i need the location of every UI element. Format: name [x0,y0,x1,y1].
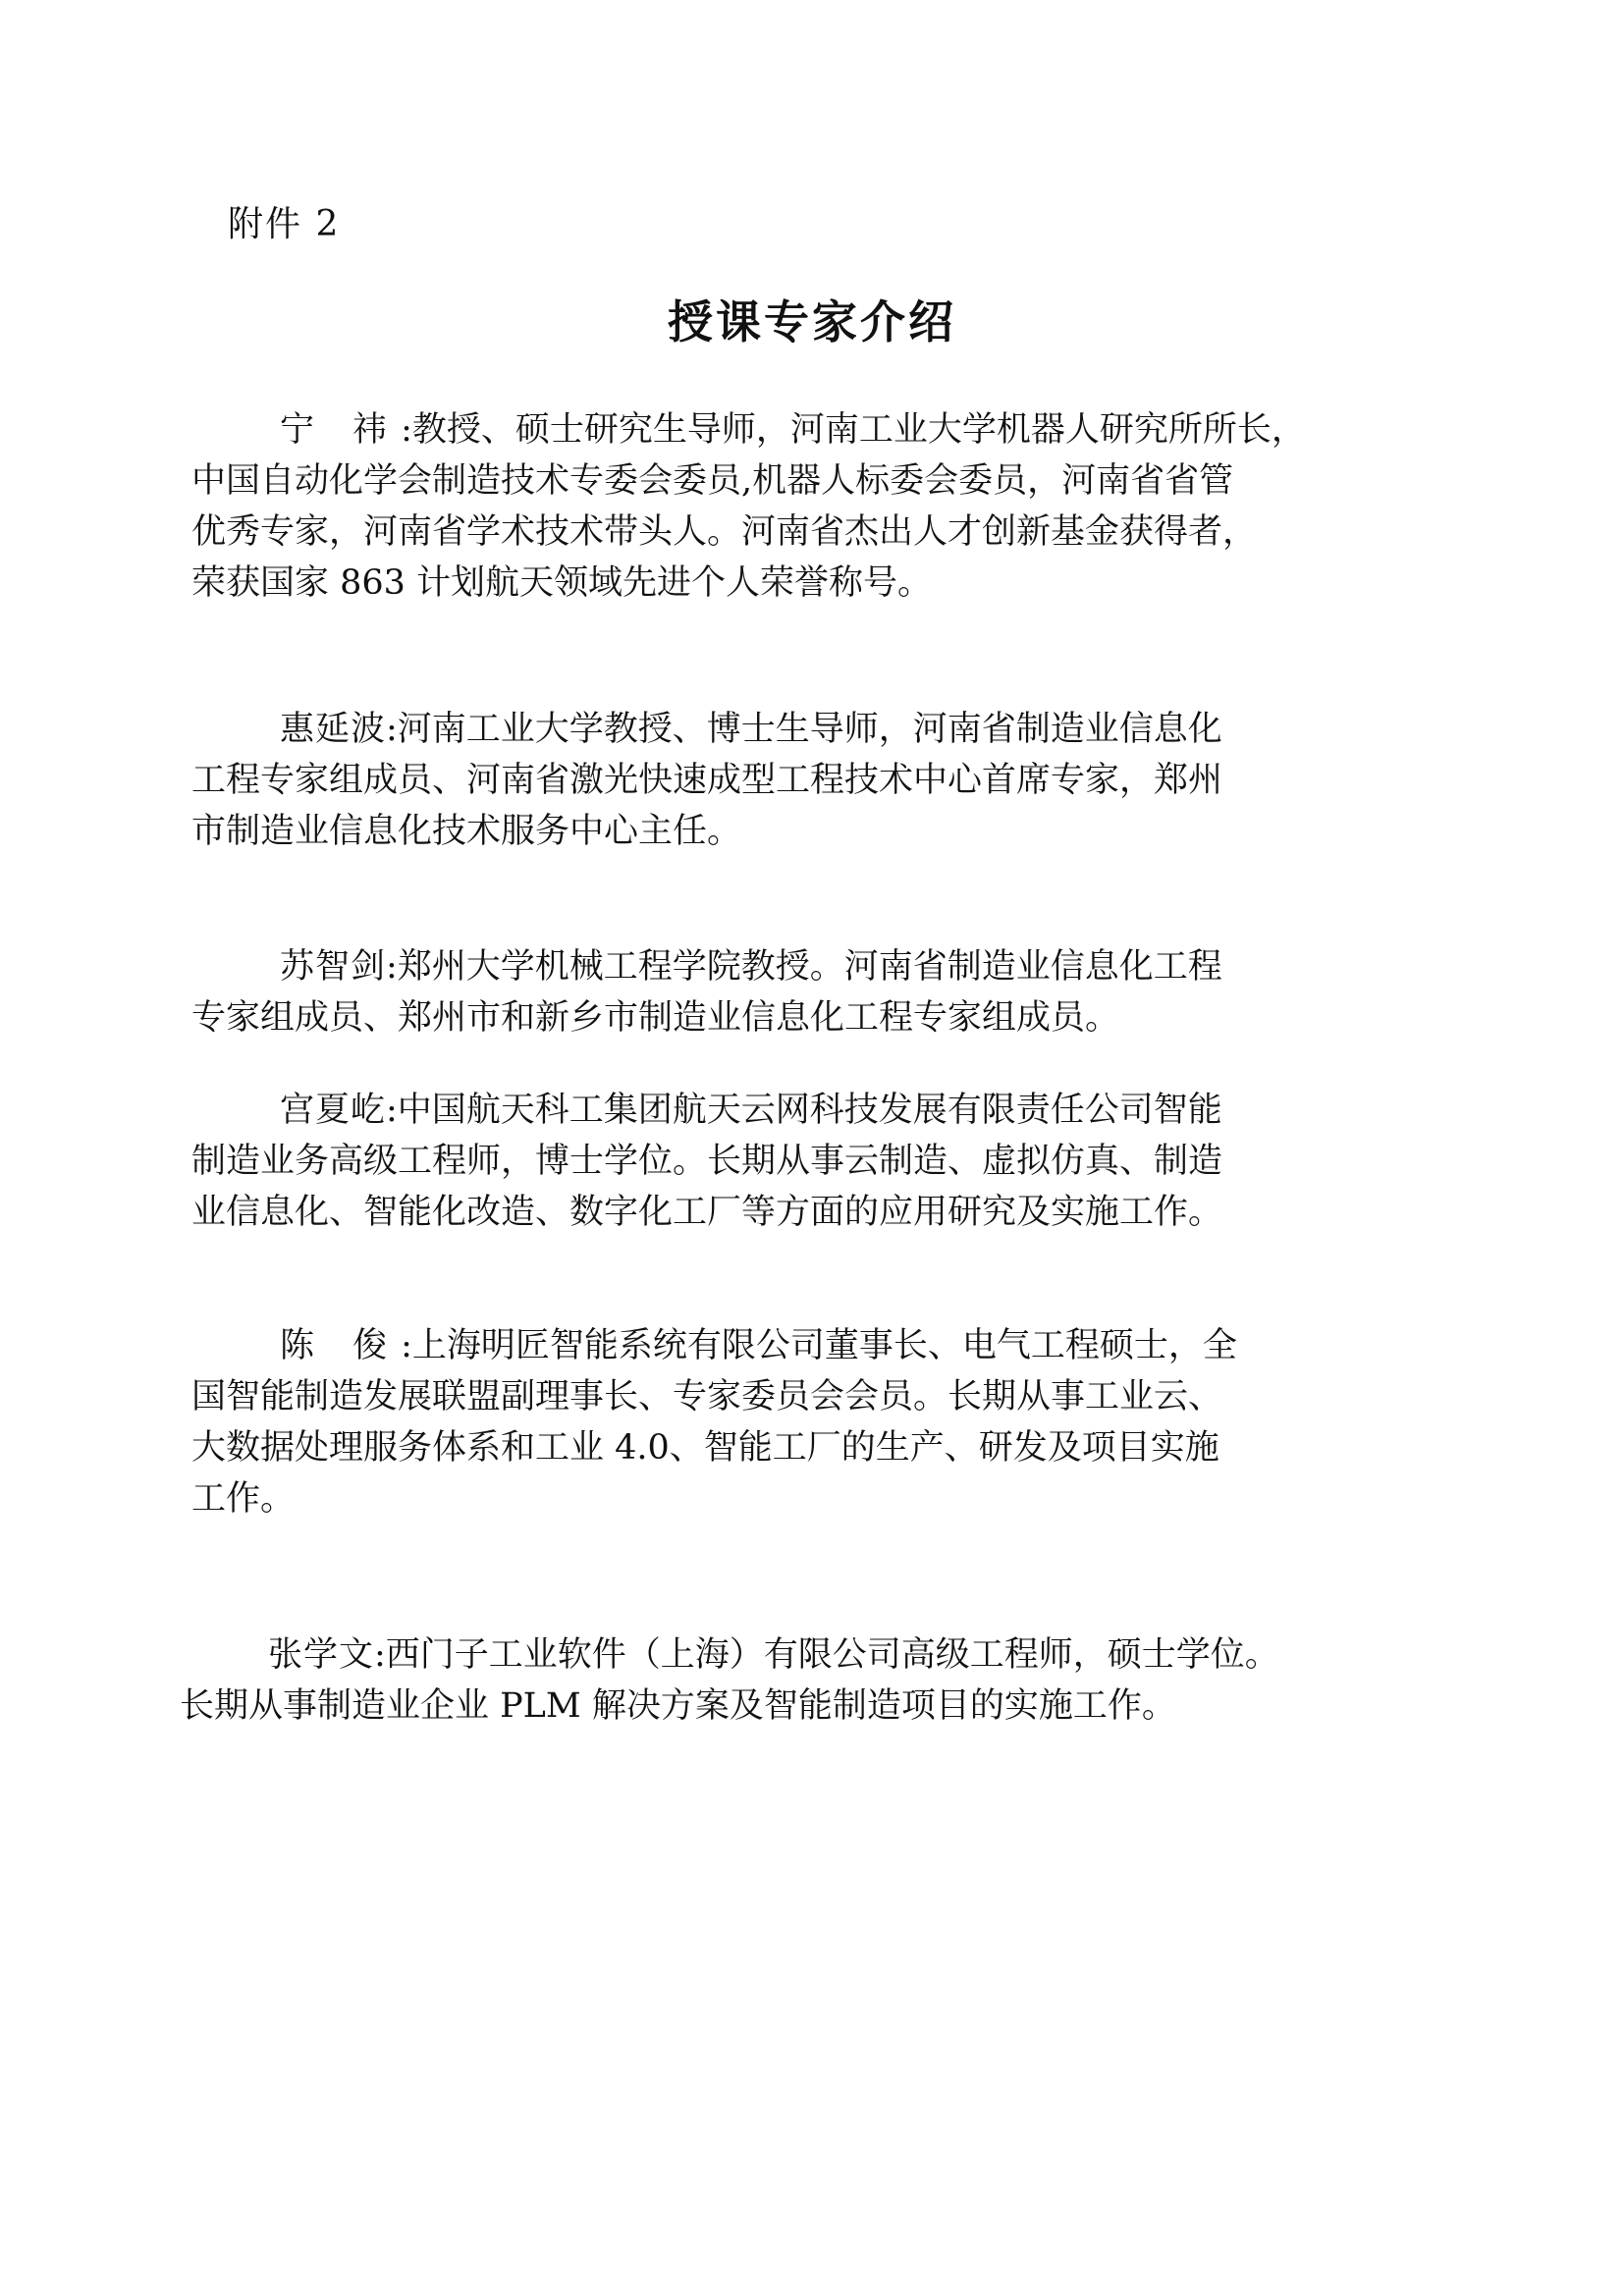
bio-text: :上海明匠智能系统有限公司董事长、电气工程硕士，全 [401,1326,1237,1365]
bio-line [191,704,1222,755]
bio-text: :教授、硕士研究生导师，河南工业大学机器人研究所所长， [401,410,1306,450]
bio-line: 优秀专家，河南省学术技术带头人。河南省杰出人才创新基金获得者， [191,512,1258,552]
bio-line: 长期从事制造业企业 PLM 解决方案及智能制造项目的实施工作。 [180,1686,1176,1726]
expert-name: 陈 俊 [280,1326,402,1365]
expert-bio-ning-yi [191,404,1306,609]
bio-line [191,941,1222,992]
bio-line: 制造业务高级工程师，博士学位。长期从事云制造、虚拟仿真、制造 [191,1142,1223,1181]
bio-text: :中国航天科工集团航天云网科技发展有限责任公司智能 [386,1091,1222,1130]
expert-bio-gong-xiayi [191,1085,1222,1238]
bio-text: :西门子工业软件（上海）有限公司高级工程师，硕士学位。 [374,1635,1279,1675]
bio-line: 市制造业信息化技术服务中心主任。 [191,812,742,851]
bio-line [180,1629,1279,1681]
expert-name: 宫夏屹 [280,1091,387,1130]
bio-line: 国智能制造发展联盟副理事长、专家委员会会员。长期从事工业云、 [191,1377,1223,1416]
bio-line: 中国自动化学会制造技术专委会委员,机器人标委会委员，河南省省管 [191,461,1234,501]
bio-line: 工作。 [191,1479,296,1519]
bio-line [191,1085,1222,1136]
bio-line [191,404,1306,455]
bio-line: 荣获国家 863 计划航天领域先进个人荣誉称号。 [191,563,933,603]
bio-line [191,1320,1237,1371]
expert-bio-zhang-xuewen [180,1629,1279,1732]
bio-line: 业信息化、智能化改造、数字化工厂等方面的应用研究及实施工作。 [191,1193,1223,1232]
page-title: 授课专家介绍 [668,295,956,348]
expert-bio-chen-jun [191,1320,1237,1524]
expert-name: 苏智剑 [280,947,387,987]
bio-line: 工程专家组成员、河南省激光快速成型工程技术中心首席专家，郑州 [191,761,1223,800]
expert-name: 宁 祎 [280,410,402,450]
bio-text: :郑州大学机械工程学院教授。河南省制造业信息化工程 [386,947,1222,987]
bio-text: :河南工业大学教授、博士生导师，河南省制造业信息化 [386,710,1222,749]
expert-bio-hui-yanbo [191,704,1222,857]
expert-name: 张学文 [268,1635,375,1675]
bio-line: 专家组成员、郑州市和新乡市制造业信息化工程专家组成员。 [191,998,1120,1038]
expert-name: 惠延波 [280,710,387,749]
attachment-label: 附件 2 [228,204,341,244]
expert-bio-su-zhijian [191,941,1222,1043]
bio-line: 大数据处理服务体系和工业 4.0、智能工厂的生产、研发及项目实施 [191,1428,1219,1468]
